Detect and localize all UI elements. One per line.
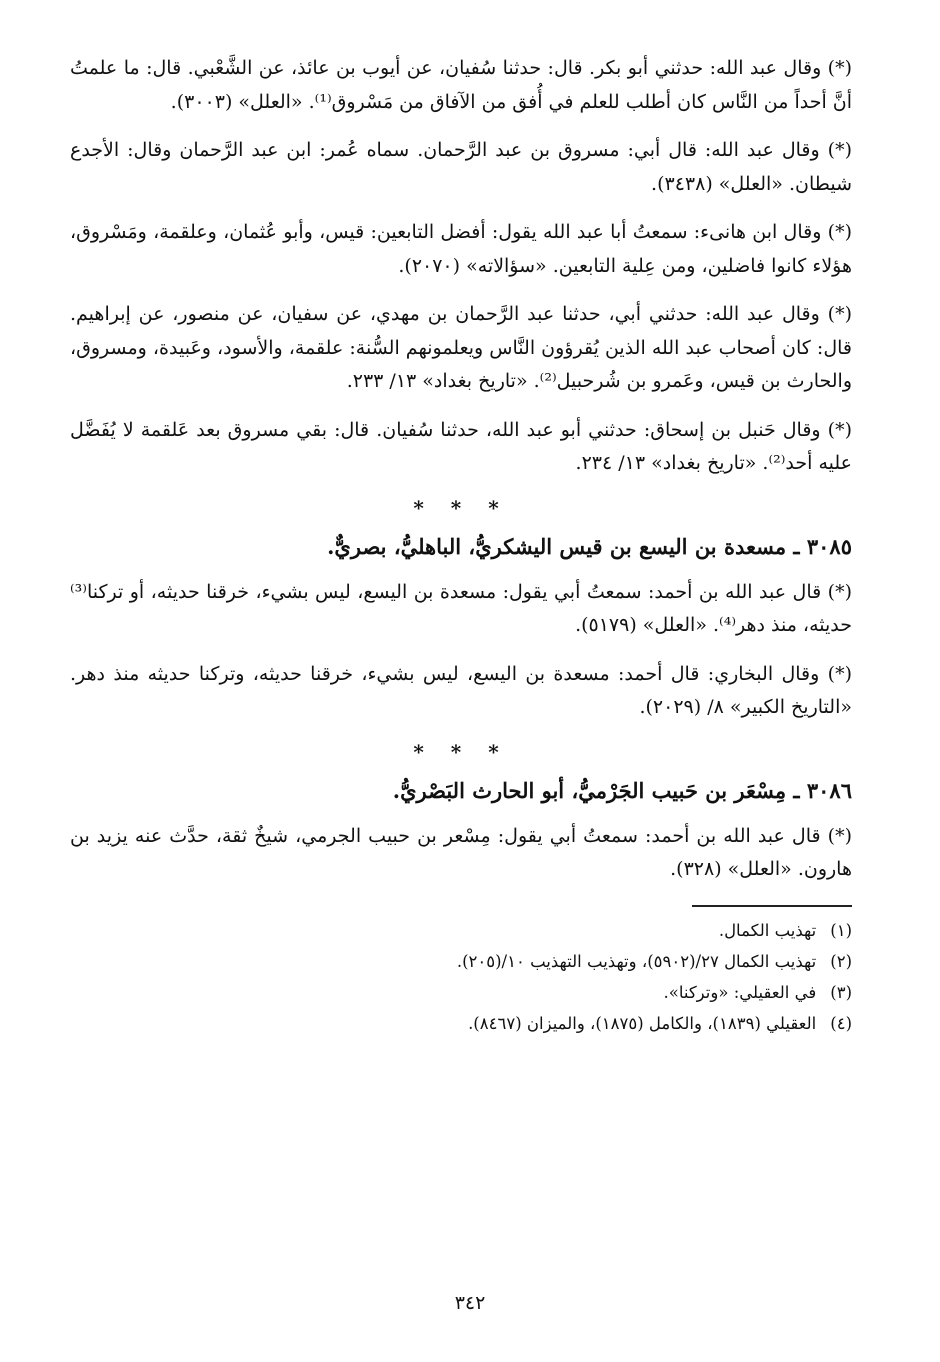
footnote-2 [70,946,852,977]
footnote-text: تهذيب الكمال. [718,920,817,940]
footnote-number: (٣) [830,982,852,1002]
footnote-number: (١) [830,920,852,940]
paragraph-3085-bukhari: (*) وقال البخاري: قال أحمد: مسعدة بن اليسع، ليس بشيء، خرقنا حديثه، وتركنا حديثه منذ دهر. «التاريخ الكبير» ٨/ (٢٠٢٩). [70,662,852,718]
footnote-number: (٤) [830,1013,852,1033]
footnote-text: العقيلي (١٨٣٩)، والكامل (١٨٧٥)، والميزان (٨٤٦٧). [468,1013,817,1033]
entry-title-3085: ٣٠٨٥ ـ مسعدة بن اليسع بن قيس اليشكريُّ، الباهليُّ، بصريٌّ. [327,533,852,559]
paragraph-shabi-masruq: (*) وقال عبد الله: حدثني أبو بكر. قال: حدثنا سُفيان، عن أيوب بن عائذ، عن الشَّعْبي. قال: ما علمتُ أنَّ أحداً من النَّاس كان أطلب للعلم في أُفق من الآفاق من مَسْروق⁽¹⁾. «العلل» (٣٠٠٣). [70,57,852,113]
footnote-rule-wrap [70,905,852,907]
paragraph-3086-abdullah: (*) قال عبد الله بن أحمد: سمعتُ أبي يقول: مِسْعر بن حبيب الجرمي، شيخٌ ثقة، حدَّث عنه يزيد بن هارون. «العلل» (٣٢٨). [70,824,852,880]
paragraph-ashab-abdullah: (*) وقال عبد الله: حدثني أبي، حدثنا عبد الرَّحمان بن مهدي، عن سفيان، عن منصور، عن إبراهيم. قال: كان أصحاب عبد الله الذين يُقرؤون النَّاس ويعلمونهم السُّنة: علقمة، والأسود، وعَبيدة، ومسروق، والحارث بن قيس، وعَمرو بن شُرحبيل⁽²⁾. «تاريخ بغداد» ١٣/ ٢٣٣. [70,303,852,392]
section-separator: * * * [413,495,509,520]
paragraph-abdurrahman: (*) وقال عبد الله: قال أبي: مسروق بن عبد الرَّحمان. سماه عُمر: ابن عبد الرَّحمان وقال: الأجدع شيطان. «العلل» (٣٤٣٨). [70,139,852,195]
paragraph-hanbal: (*) وقال حَنبل بن إسحاق: حدثني أبو عبد الله، حدثنا سُفيان. قال: بقي مسروق بعد عَلقمة لا يُفَضَّل عليه أحد⁽²⁾. «تاريخ بغداد» ١٣/ ٢٣٤. [70,418,852,474]
footnote-text: تهذيب الكمال ٢٧/(٥٩٠٢)، وتهذيب التهذيب ١٠/(٢٠٥). [456,951,817,971]
footnote-text: في العقيلي: «وتركنا». [663,982,817,1002]
footnote-number: (٢) [830,951,852,971]
page-number: ٣٤٢ [454,1292,486,1314]
footnote-1 [70,915,852,946]
footnote-4 [70,1008,852,1039]
footnote-divider [692,905,852,907]
footnotes [70,915,852,1039]
section-separator: * * * [413,739,509,764]
footnote-3 [70,977,852,1008]
entry-title-3086: ٣٠٨٦ ـ مِسْعَر بن حَبيب الجَرْميُّ، أبو الحارث البَصْريُّ. [392,777,852,803]
paragraph-3085-abdullah: (*) قال عبد الله بن أحمد: سمعتُ أبي يقول: مسعدة بن اليسع، ليس بشيء، خرقنا حديثه، أو تركنا⁽³⁾ حديثه، منذ دهر⁽⁴⁾. «العلل» (٥١٧٩). [70,580,852,636]
paragraph-ibn-hani: (*) وقال ابن هانىء: سمعتُ أبا عبد الله يقول: أفضل التابعين: قيس، وأبو عُثمان، وعلقمة، ومَسْروق، هؤلاء كانوا فاضلين، ومن عِلية التابعين. «سؤالاته» (٢٠٧٠). [70,221,852,277]
